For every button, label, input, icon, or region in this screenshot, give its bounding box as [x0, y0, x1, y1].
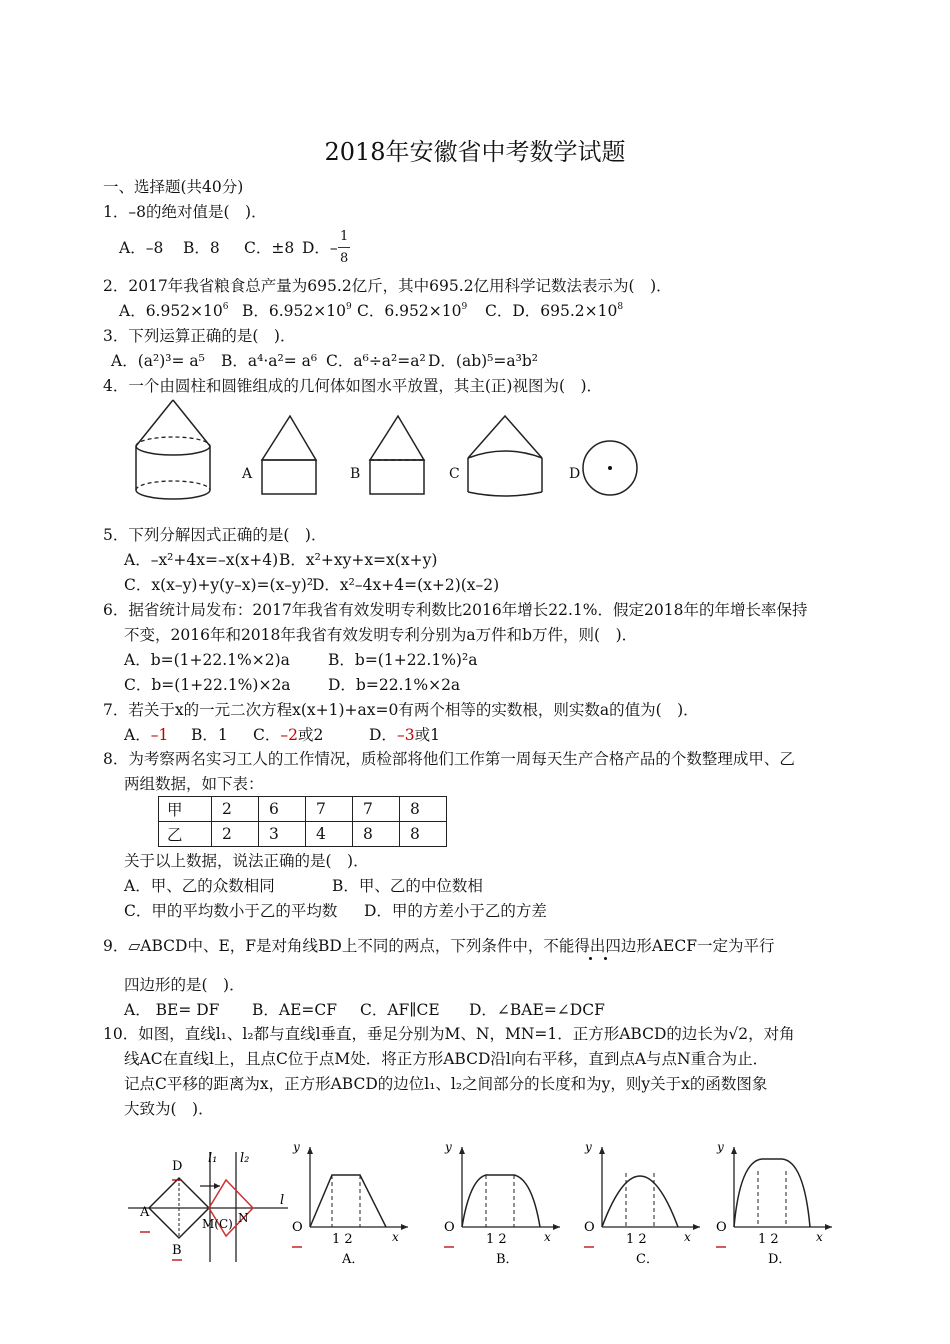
q8-option-c: C．甲的平均数小于乙的平均数 [124, 902, 338, 920]
table-cell: 7 [353, 797, 400, 822]
table-cell: 8 [400, 822, 447, 847]
q3-stem: 3．下列运算正确的是( )． [103, 327, 296, 345]
q6-option-d: D．b=22.1%×2a [328, 676, 461, 694]
section-heading: 一、选择题(共40分) [103, 178, 244, 196]
table-row [159, 797, 447, 822]
q4-label-d: D [569, 466, 581, 482]
q6-stem-line1: 6．据省统计局发布：2017年我省有效发明专利数比2016年增长22.1%．假定2018年的年增长率保持 [103, 601, 808, 619]
cone-cylinder-figure [128, 398, 218, 503]
y-axis-label: y [445, 1140, 452, 1154]
q8-stem-line2: 两组数据，如下表： [124, 775, 264, 793]
line-l-label: l [280, 1193, 285, 1208]
q2-option-a: A．$6.952\times 10^6$ [119, 302, 229, 320]
q9-stem-line2: 四边形的是( )． [124, 976, 245, 994]
q2-stem: 2．2017年我省粮食总产量为695.2亿斤，其中695.2亿用科学记数法表示为( )． [103, 277, 672, 295]
q1-fraction-denominator: 8 [340, 251, 349, 266]
q5-stem: 5．下列分解因式正确的是( )． [103, 526, 327, 544]
q10-line1: 10．如图，直线l₁、l₂都与直线l垂直，垂足分别为M、N，MN=1．正方形ABCD的边长为√2，对角 [103, 1025, 795, 1043]
x-axis-label: x [544, 1230, 551, 1244]
graph-option-label: A． [342, 1252, 365, 1267]
emphasis-dot [604, 957, 607, 960]
origin-label: O [716, 1220, 727, 1235]
q9-stem-line1: 9．▱ABCD中、E，F是对角线BD上不同的两点，下列条件中，不能得出四边形AECF一定为平行 [103, 937, 775, 955]
q5-option-c: C．x(x–y)+y(y–x)=(x–y)² [124, 576, 314, 594]
graph-option-label: B． [496, 1252, 519, 1267]
q10-graph-b [440, 1135, 565, 1270]
y-axis-label: y [717, 1140, 724, 1154]
q10-graph-d [712, 1135, 837, 1270]
point-n-label: N [238, 1211, 249, 1225]
q8-option-b: B．甲、乙的中位数相 [332, 877, 483, 895]
q1-option-d: D．– [302, 239, 338, 257]
point-mc-label: M(C) [202, 1217, 233, 1231]
q1-option-b: B．8 [183, 239, 220, 257]
q1-option-c: C．±8 [244, 239, 295, 257]
q2-option-d: C．D．$695.2\times 10^8$ [485, 302, 624, 320]
q3-option-b: B．a⁴·a²= a⁶ [221, 352, 318, 370]
page-title: 2018年安徽省中考数学试题 [324, 138, 626, 166]
q3-option-d: D．(ab)⁵=a³b² [428, 352, 538, 370]
q7-option-c: C．–2或2 [253, 726, 324, 744]
q3-option-c: C．a⁶÷a²=a² [326, 352, 426, 370]
q9-option-b: B．AE=CF [252, 1001, 338, 1019]
q10-square-figure [128, 1142, 298, 1267]
q10-line3: 记点C平移的距离为x，正方形ABCD的边位l₁、l₂之间部分的长度和为y，则y关于x的函数图象 [124, 1075, 768, 1093]
q8-stem-line1: 8．为考察两名实习工人的工作情况，质检部将他们工作第一周每天生产合格产品的个数整理成甲、乙 [103, 750, 795, 768]
q1-stem: 1．–8的绝对值是( )． [103, 203, 267, 221]
table-cell: 7 [306, 797, 353, 822]
table-cell: 6 [259, 797, 306, 822]
q5-option-d: D．x²–4x+4=(x+2)(x–2) [312, 576, 500, 594]
emphasis-dot [589, 957, 592, 960]
q4-label-b: B [350, 466, 361, 482]
table-cell: 4 [306, 822, 353, 847]
q5-option-a: A．–x²+4x=–x(x+4) [124, 551, 279, 569]
q4-option-a-figure [260, 414, 320, 496]
tick-labels: 1 2 [758, 1232, 779, 1247]
q10-graph-c [580, 1135, 705, 1270]
q9-option-c: C．AF∥CE [360, 1001, 440, 1019]
table-cell: 8 [353, 822, 400, 847]
x-axis-label: x [392, 1230, 399, 1244]
x-axis-label: x [684, 1230, 691, 1244]
q4-label-a: A [242, 466, 253, 482]
q1-fraction-numerator: 1 [340, 229, 349, 244]
origin-label: O [584, 1220, 595, 1235]
q4-label-c: C [449, 466, 460, 482]
q4-stem: 4．一个由圆柱和圆锥组成的几何体如图水平放置，其主(正)视图为( )． [103, 377, 603, 395]
q7-option-b: B．1 [191, 726, 228, 744]
table-cell: 8 [400, 797, 447, 822]
q7-stem: 7．若关于x的一元二次方程x(x+1)+ax=0有两个相等的实数根，则实数a的值为( )． [103, 701, 699, 719]
q8-data-table [158, 796, 447, 847]
q10-line4: 大致为( )． [124, 1100, 214, 1118]
q7-option-d: D．–3或1 [369, 726, 440, 744]
q5-option-b: B．x²+xy+x=x(x+y) [279, 551, 438, 569]
q8-option-a: A．甲、乙的众数相同 [124, 877, 275, 895]
q10-graph-a [288, 1135, 413, 1270]
point-a-label: A [140, 1205, 150, 1220]
origin-label: O [292, 1220, 303, 1235]
q10-line2: 线AC在直线l上，且点C位于点M处．将正方形ABCD沿l向右平移，直到点A与点N重合为止． [124, 1050, 769, 1068]
q4-option-c-figure [466, 414, 546, 498]
q6-stem-line2: 不变，2016年和2018年我省有效发明专利分别为a万件和b万件，则( )． [124, 626, 638, 644]
table-cell: 甲 [159, 797, 212, 822]
q1-option-a: A．–8 [119, 239, 164, 257]
q2-option-b: B．$6.952\times 10^9$ [242, 302, 352, 320]
y-axis-label: y [293, 1140, 300, 1154]
q2-option-c: C．$6.952\times 10^9$ [357, 302, 468, 320]
y-axis-label: y [585, 1140, 592, 1154]
tick-labels: 1 2 [626, 1232, 647, 1247]
q3-option-a: A．(a²)³= a⁵ [111, 352, 205, 370]
graph-option-label: D． [768, 1252, 792, 1267]
line-l2-label: l₂ [240, 1151, 250, 1166]
graph-option-label: C． [636, 1252, 659, 1267]
table-cell: 2 [212, 822, 259, 847]
q6-option-b: B．b=(1+22.1%)²a [328, 651, 478, 669]
fraction-bar [338, 247, 350, 248]
q7-option-a: A．–1 [124, 726, 169, 744]
table-cell: 2 [212, 797, 259, 822]
q6-option-c: C．b=(1+22.1%)×2a [124, 676, 291, 694]
line-l1-label: l₁ [208, 1151, 218, 1166]
q4-option-b-figure [368, 414, 428, 496]
q9-option-a: A． BE= DF [124, 1001, 220, 1019]
x-axis-label: x [816, 1230, 823, 1244]
tick-labels: 1 2 [486, 1232, 507, 1247]
tick-labels: 1 2 [332, 1232, 353, 1247]
q8-ask: 关于以上数据，说法正确的是( )． [124, 852, 369, 870]
q4-option-d-figure [582, 440, 640, 498]
table-row [159, 822, 447, 847]
point-b-label: B [172, 1243, 182, 1258]
point-d-label: D [172, 1159, 183, 1174]
q9-option-d: D．∠BAE=∠DCF [469, 1001, 605, 1019]
table-cell: 乙 [159, 822, 212, 847]
table-cell: 3 [259, 822, 306, 847]
q8-option-d: D．甲的方差小于乙的方差 [364, 902, 547, 920]
q6-option-a: A．b=(1+22.1%×2)a [124, 651, 290, 669]
origin-label: O [444, 1220, 455, 1235]
